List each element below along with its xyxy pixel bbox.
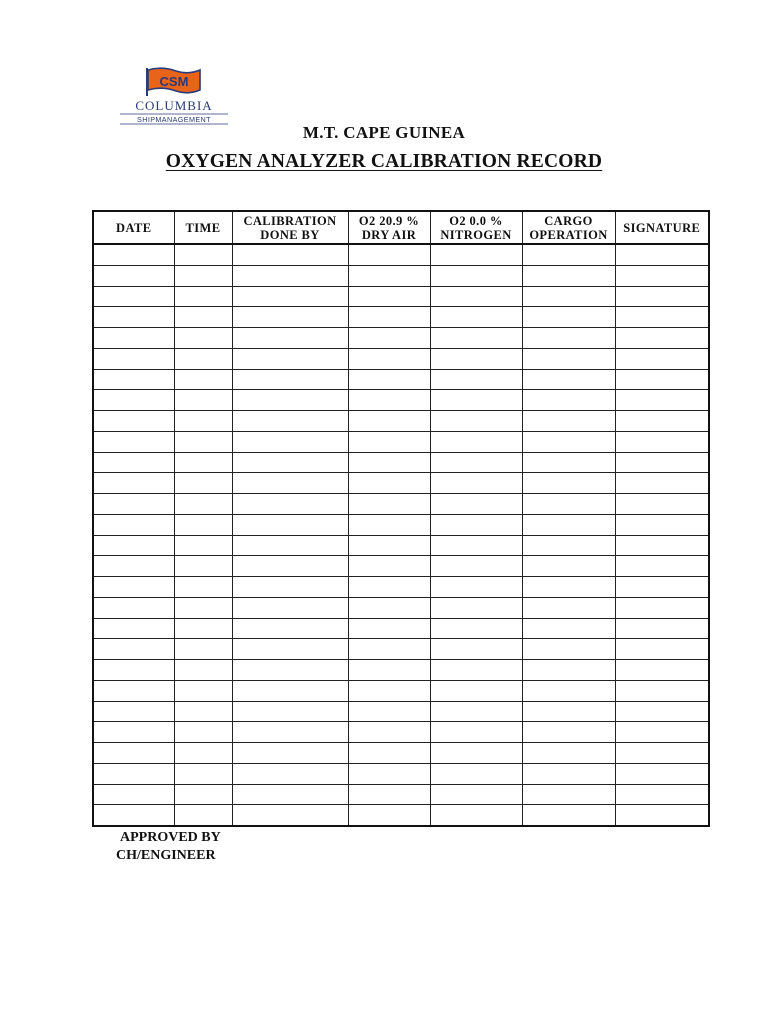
cell-o2-nitrogen: [430, 390, 522, 411]
cell-calibration-done-by: [232, 452, 348, 473]
cell-o2-nitrogen: [430, 784, 522, 805]
table-row: [93, 660, 709, 681]
table-row: [93, 348, 709, 369]
cell-date: [93, 577, 174, 598]
cell-o2-nitrogen: [430, 473, 522, 494]
cell-cargo-operation: [522, 411, 615, 432]
table-row: [93, 514, 709, 535]
cell-cargo-operation: [522, 701, 615, 722]
cell-time: [174, 535, 232, 556]
cell-calibration-done-by: [232, 411, 348, 432]
cell-cargo-operation: [522, 473, 615, 494]
cell-calibration-done-by: [232, 514, 348, 535]
cell-o2-nitrogen: [430, 452, 522, 473]
cell-calibration-done-by: [232, 639, 348, 660]
cell-cargo-operation: [522, 763, 615, 784]
cell-cargo-operation: [522, 805, 615, 826]
cell-date: [93, 328, 174, 349]
table-row: [93, 431, 709, 452]
cell-o2-dry-air: [348, 390, 430, 411]
cell-signature: [615, 307, 709, 328]
cell-time: [174, 411, 232, 432]
cell-calibration-done-by: [232, 556, 348, 577]
cell-calibration-done-by: [232, 680, 348, 701]
cell-date: [93, 473, 174, 494]
cell-date: [93, 452, 174, 473]
table-row: [93, 494, 709, 515]
page-title-text: OXYGEN ANALYZER CALIBRATION RECORD: [165, 151, 603, 172]
cell-signature: [615, 597, 709, 618]
cell-date: [93, 431, 174, 452]
approved-by-label: APPROVED BY: [120, 830, 221, 845]
cell-o2-dry-air: [348, 680, 430, 701]
cell-signature: [615, 639, 709, 660]
cell-o2-nitrogen: [430, 763, 522, 784]
cell-date: [93, 307, 174, 328]
table-row: [93, 556, 709, 577]
cell-date: [93, 722, 174, 743]
cell-signature: [615, 660, 709, 681]
table-row: [93, 680, 709, 701]
table-row: [93, 390, 709, 411]
cell-o2-dry-air: [348, 660, 430, 681]
cell-o2-nitrogen: [430, 556, 522, 577]
cell-signature: [615, 722, 709, 743]
cell-date: [93, 701, 174, 722]
cell-calibration-done-by: [232, 805, 348, 826]
cell-o2-dry-air: [348, 473, 430, 494]
cell-calibration-done-by: [232, 577, 348, 598]
cell-cargo-operation: [522, 577, 615, 598]
cell-time: [174, 348, 232, 369]
cell-o2-dry-air: [348, 743, 430, 764]
cell-time: [174, 639, 232, 660]
cell-signature: [615, 805, 709, 826]
table-row: [93, 805, 709, 826]
cell-o2-nitrogen: [430, 286, 522, 307]
cell-calibration-done-by: [232, 701, 348, 722]
cell-o2-nitrogen: [430, 535, 522, 556]
logo-subline: SHIPMANAGEMENT: [137, 115, 211, 124]
cell-cargo-operation: [522, 514, 615, 535]
cell-cargo-operation: [522, 639, 615, 660]
cell-o2-nitrogen: [430, 597, 522, 618]
table-row: [93, 328, 709, 349]
cell-time: [174, 431, 232, 452]
cell-time: [174, 514, 232, 535]
cell-calibration-done-by: [232, 722, 348, 743]
cell-signature: [615, 494, 709, 515]
page-title: [0, 151, 768, 173]
cell-cargo-operation: [522, 743, 615, 764]
cell-signature: [615, 763, 709, 784]
cell-signature: [615, 452, 709, 473]
cell-date: [93, 265, 174, 286]
cell-cargo-operation: [522, 556, 615, 577]
cell-cargo-operation: [522, 307, 615, 328]
cell-calibration-done-by: [232, 328, 348, 349]
cell-calibration-done-by: [232, 265, 348, 286]
cell-cargo-operation: [522, 660, 615, 681]
table-row: [93, 597, 709, 618]
cell-o2-nitrogen: [430, 265, 522, 286]
cell-signature: [615, 390, 709, 411]
column-header-o2-nitrogen: O2 0.0 % NITROGEN: [430, 211, 522, 244]
cell-date: [93, 244, 174, 265]
cell-date: [93, 494, 174, 515]
cell-calibration-done-by: [232, 307, 348, 328]
table-row: [93, 577, 709, 598]
cell-o2-dry-air: [348, 763, 430, 784]
cell-date: [93, 763, 174, 784]
table-body: [93, 244, 709, 826]
cell-o2-dry-air: [348, 494, 430, 515]
cell-o2-dry-air: [348, 805, 430, 826]
cell-cargo-operation: [522, 722, 615, 743]
table-row: [93, 265, 709, 286]
cell-time: [174, 660, 232, 681]
cell-time: [174, 805, 232, 826]
column-header-o2-dry-air: O2 20.9 % DRY AIR: [348, 211, 430, 244]
table-row: [93, 701, 709, 722]
cell-date: [93, 286, 174, 307]
cell-o2-dry-air: [348, 286, 430, 307]
csm-flag-logo: [118, 66, 230, 126]
vessel-name: M.T. CAPE GUINEA: [302, 123, 466, 142]
cell-cargo-operation: [522, 244, 615, 265]
cell-cargo-operation: [522, 265, 615, 286]
cell-o2-nitrogen: [430, 328, 522, 349]
cell-calibration-done-by: [232, 286, 348, 307]
cell-o2-nitrogen: [430, 577, 522, 598]
column-header-signature: SIGNATURE: [615, 211, 709, 244]
cell-o2-dry-air: [348, 701, 430, 722]
cell-time: [174, 390, 232, 411]
cell-cargo-operation: [522, 328, 615, 349]
column-header-time: TIME: [174, 211, 232, 244]
cell-time: [174, 473, 232, 494]
cell-o2-dry-air: [348, 265, 430, 286]
cell-date: [93, 743, 174, 764]
cell-o2-nitrogen: [430, 348, 522, 369]
cell-calibration-done-by: [232, 743, 348, 764]
cell-o2-dry-air: [348, 618, 430, 639]
cell-time: [174, 618, 232, 639]
cell-signature: [615, 784, 709, 805]
cell-signature: [615, 473, 709, 494]
cell-o2-dry-air: [348, 514, 430, 535]
cell-calibration-done-by: [232, 597, 348, 618]
cell-cargo-operation: [522, 680, 615, 701]
cell-signature: [615, 369, 709, 390]
cell-time: [174, 577, 232, 598]
cell-o2-nitrogen: [430, 369, 522, 390]
cell-calibration-done-by: [232, 244, 348, 265]
cell-calibration-done-by: [232, 494, 348, 515]
cell-o2-dry-air: [348, 431, 430, 452]
cell-cargo-operation: [522, 597, 615, 618]
cell-signature: [615, 328, 709, 349]
table-row: [93, 763, 709, 784]
cell-signature: [615, 244, 709, 265]
cell-cargo-operation: [522, 618, 615, 639]
table-header-row: [93, 211, 709, 244]
cell-time: [174, 244, 232, 265]
table-row: [93, 452, 709, 473]
cell-o2-nitrogen: [430, 514, 522, 535]
cell-date: [93, 369, 174, 390]
cell-date: [93, 597, 174, 618]
table-row: [93, 473, 709, 494]
cell-time: [174, 265, 232, 286]
cell-calibration-done-by: [232, 618, 348, 639]
cell-date: [93, 514, 174, 535]
cell-o2-nitrogen: [430, 680, 522, 701]
cell-time: [174, 597, 232, 618]
cell-time: [174, 680, 232, 701]
cell-calibration-done-by: [232, 535, 348, 556]
cell-o2-dry-air: [348, 369, 430, 390]
table-row: [93, 618, 709, 639]
cell-calibration-done-by: [232, 390, 348, 411]
cell-o2-nitrogen: [430, 743, 522, 764]
cell-signature: [615, 680, 709, 701]
cell-date: [93, 805, 174, 826]
column-header-cargo-operation: CARGO OPERATION: [522, 211, 615, 244]
cell-signature: [615, 577, 709, 598]
cell-cargo-operation: [522, 431, 615, 452]
calibration-record-table: [92, 210, 710, 827]
cell-date: [93, 639, 174, 660]
cell-o2-dry-air: [348, 452, 430, 473]
table-row: [93, 743, 709, 764]
cell-signature: [615, 701, 709, 722]
table-row: [93, 639, 709, 660]
cell-o2-dry-air: [348, 597, 430, 618]
column-header-calibration-done-by: CALIBRATION DONE BY: [232, 211, 348, 244]
table-row: [93, 722, 709, 743]
cell-time: [174, 784, 232, 805]
cell-o2-nitrogen: [430, 431, 522, 452]
approver-role: CH/ENGINEER: [116, 848, 216, 863]
cell-o2-dry-air: [348, 348, 430, 369]
logo-company-name: COLUMBIA: [135, 98, 213, 113]
cell-signature: [615, 556, 709, 577]
cell-signature: [615, 411, 709, 432]
cell-date: [93, 660, 174, 681]
cell-calibration-done-by: [232, 348, 348, 369]
table-row: [93, 286, 709, 307]
cell-o2-nitrogen: [430, 701, 522, 722]
cell-o2-nitrogen: [430, 411, 522, 432]
cell-date: [93, 411, 174, 432]
cell-o2-nitrogen: [430, 618, 522, 639]
cell-date: [93, 784, 174, 805]
cell-o2-nitrogen: [430, 660, 522, 681]
cell-cargo-operation: [522, 390, 615, 411]
cell-date: [93, 390, 174, 411]
cell-signature: [615, 265, 709, 286]
cell-o2-dry-air: [348, 556, 430, 577]
cell-o2-nitrogen: [430, 722, 522, 743]
cell-time: [174, 494, 232, 515]
cell-time: [174, 743, 232, 764]
cell-signature: [615, 348, 709, 369]
cell-time: [174, 556, 232, 577]
cell-signature: [615, 514, 709, 535]
cell-date: [93, 618, 174, 639]
cell-date: [93, 680, 174, 701]
logo-mark-text: CSM: [159, 74, 189, 89]
cell-calibration-done-by: [232, 784, 348, 805]
cell-o2-dry-air: [348, 784, 430, 805]
cell-date: [93, 556, 174, 577]
cell-o2-dry-air: [348, 411, 430, 432]
cell-date: [93, 348, 174, 369]
cell-cargo-operation: [522, 494, 615, 515]
cell-o2-dry-air: [348, 639, 430, 660]
cell-o2-dry-air: [348, 244, 430, 265]
cell-o2-dry-air: [348, 535, 430, 556]
table-row: [93, 244, 709, 265]
cell-o2-dry-air: [348, 328, 430, 349]
cell-o2-nitrogen: [430, 639, 522, 660]
column-header-date: DATE: [93, 211, 174, 244]
cell-o2-nitrogen: [430, 805, 522, 826]
cell-time: [174, 452, 232, 473]
cell-cargo-operation: [522, 369, 615, 390]
table-row: [93, 535, 709, 556]
cell-time: [174, 307, 232, 328]
cell-o2-dry-air: [348, 307, 430, 328]
cell-calibration-done-by: [232, 369, 348, 390]
cell-signature: [615, 286, 709, 307]
cell-time: [174, 701, 232, 722]
cell-o2-nitrogen: [430, 494, 522, 515]
cell-time: [174, 722, 232, 743]
approval-block: [116, 829, 221, 865]
cell-time: [174, 286, 232, 307]
cell-o2-nitrogen: [430, 307, 522, 328]
cell-calibration-done-by: [232, 660, 348, 681]
table-row: [93, 784, 709, 805]
cell-cargo-operation: [522, 348, 615, 369]
cell-signature: [615, 618, 709, 639]
cell-o2-nitrogen: [430, 244, 522, 265]
cell-calibration-done-by: [232, 763, 348, 784]
table-row: [93, 369, 709, 390]
table-row: [93, 307, 709, 328]
cell-calibration-done-by: [232, 473, 348, 494]
table-row: [93, 411, 709, 432]
cell-o2-dry-air: [348, 577, 430, 598]
cell-date: [93, 535, 174, 556]
cell-cargo-operation: [522, 286, 615, 307]
cell-signature: [615, 535, 709, 556]
cell-time: [174, 328, 232, 349]
cell-calibration-done-by: [232, 431, 348, 452]
cell-cargo-operation: [522, 452, 615, 473]
cell-time: [174, 763, 232, 784]
cell-cargo-operation: [522, 784, 615, 805]
cell-signature: [615, 743, 709, 764]
cell-cargo-operation: [522, 535, 615, 556]
cell-time: [174, 369, 232, 390]
cell-o2-dry-air: [348, 722, 430, 743]
cell-signature: [615, 431, 709, 452]
company-logo: [118, 66, 230, 126]
